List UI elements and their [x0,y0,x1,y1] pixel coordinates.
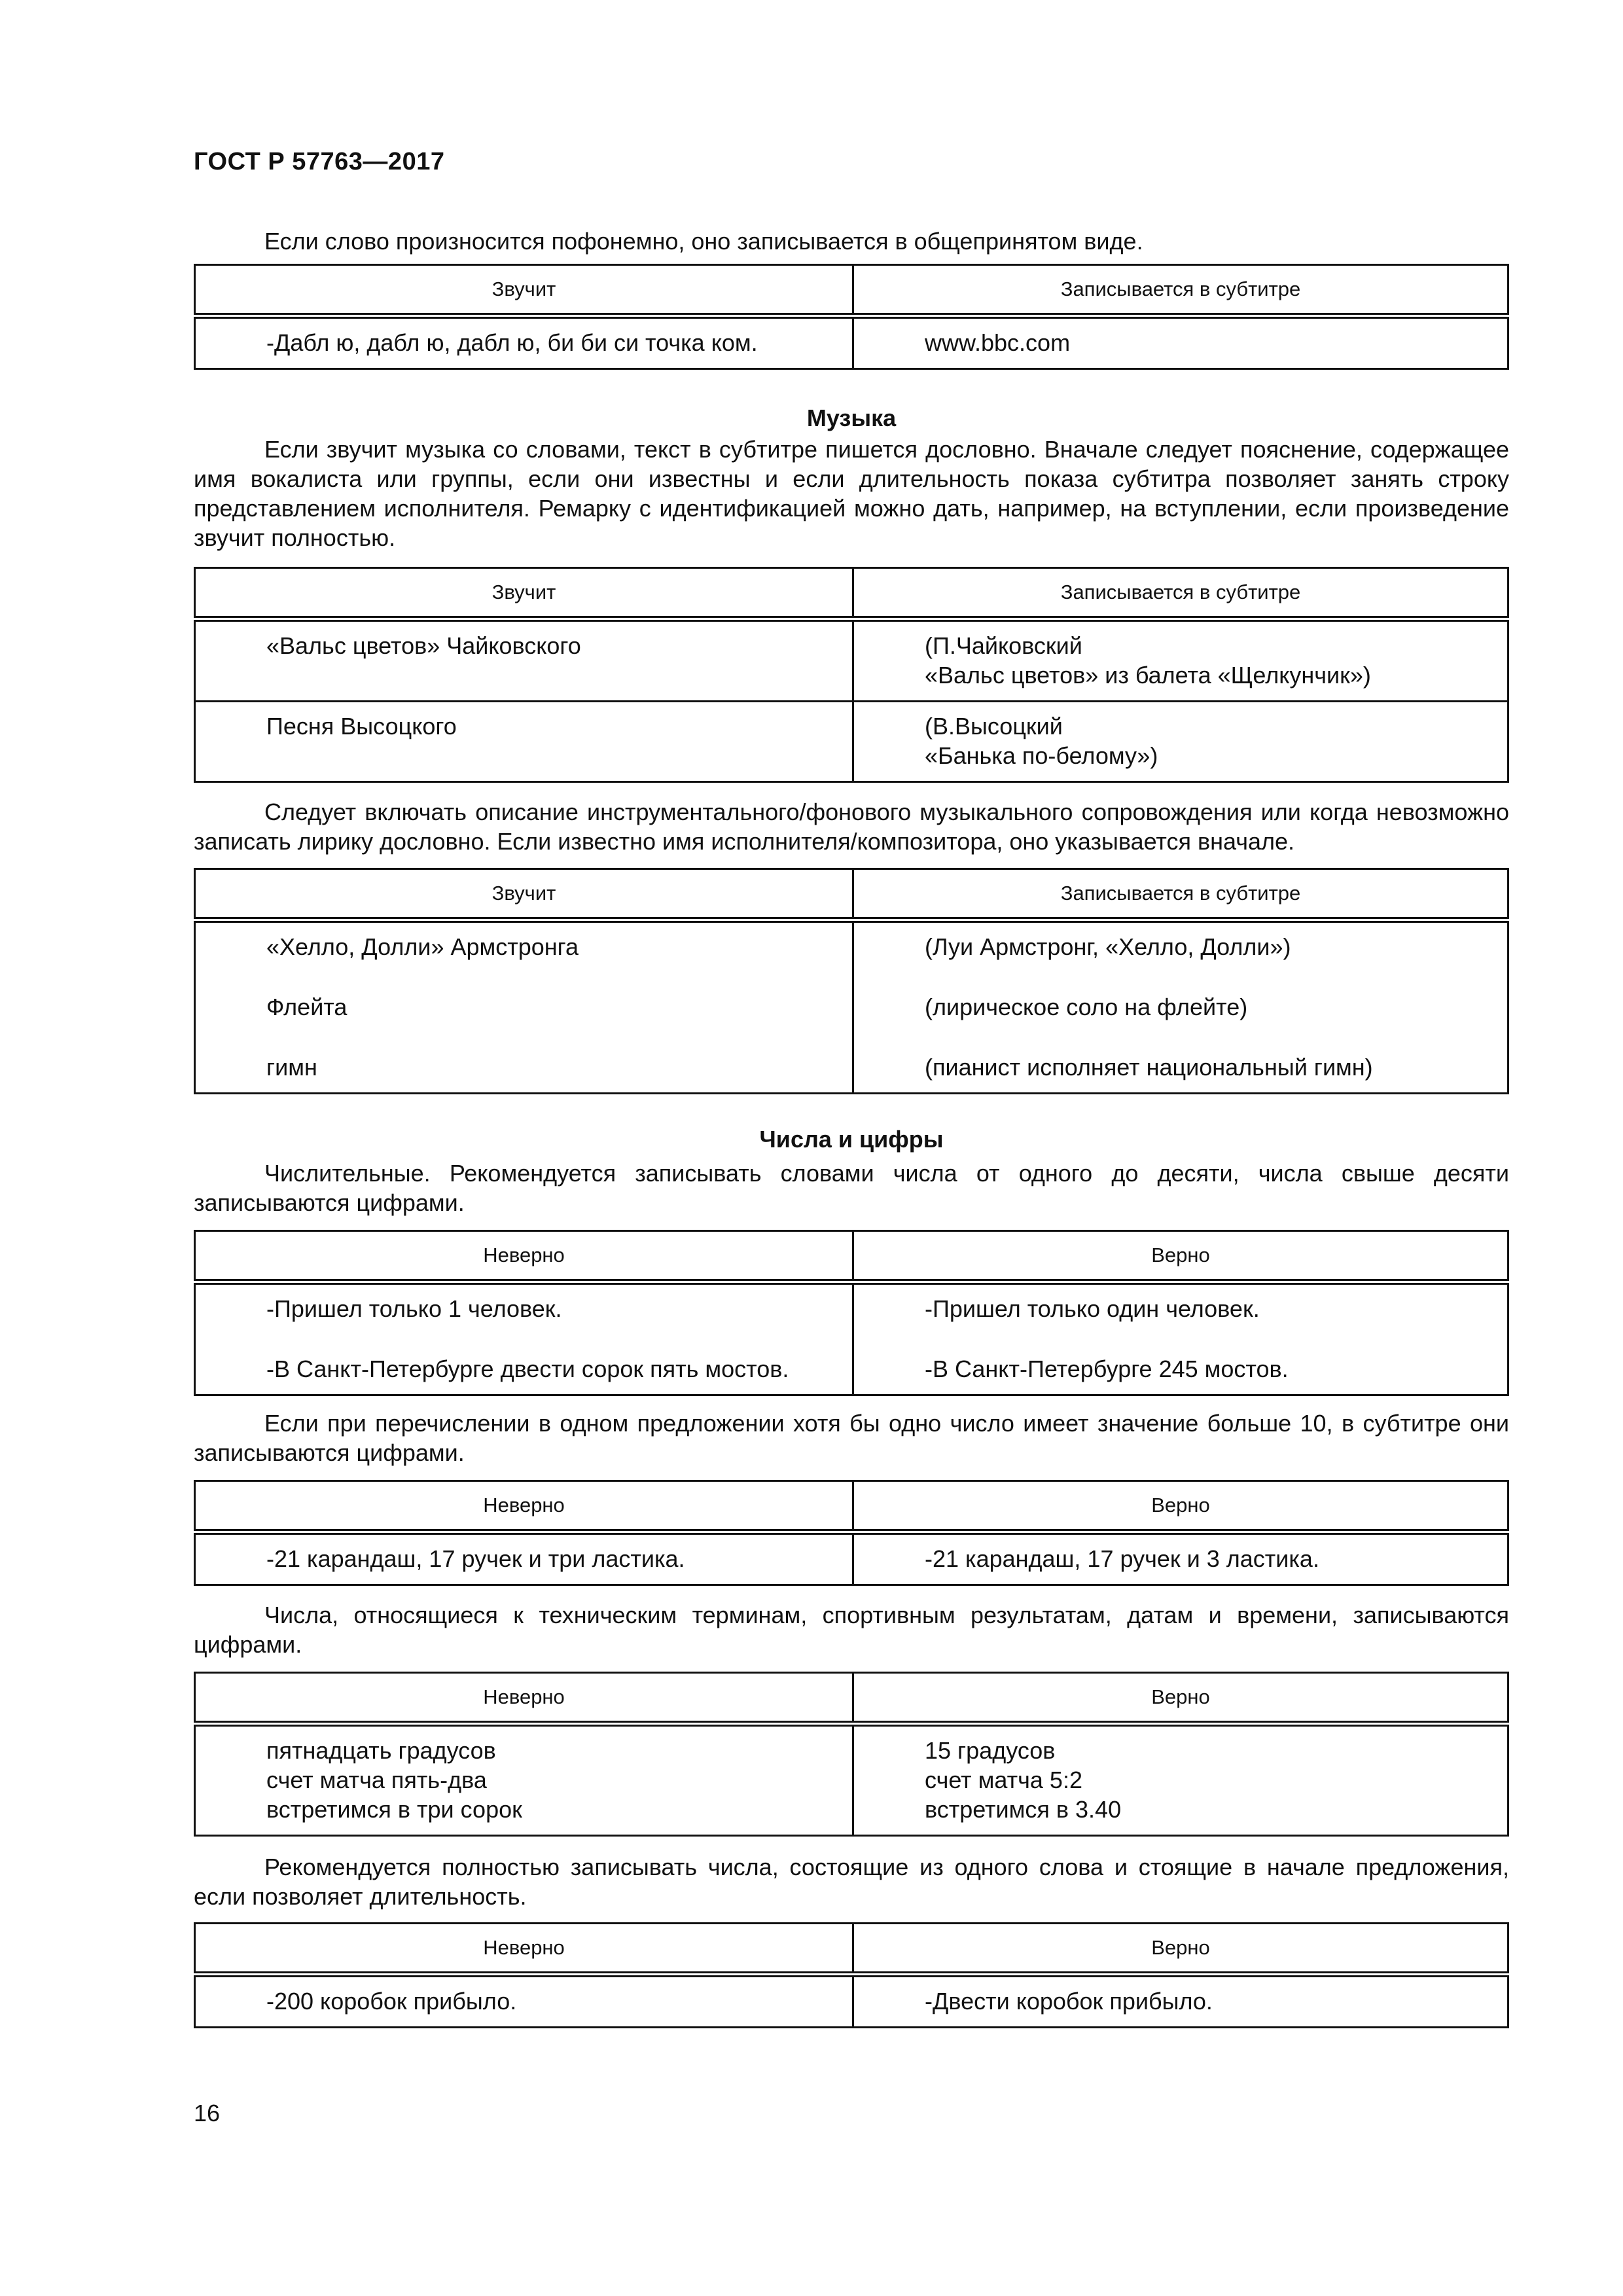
table-header-wrong: Неверно [195,1481,853,1532]
table-row [195,1975,1508,2028]
cell-text: -Дабл ю, дабл ю, дабл ю, би би си точка ком. [266,329,758,356]
cell-text: Флейта [266,994,348,1020]
paragraph-enumeration: Если при перечислении в одном предложении хотя бы одно число имеет значение больше 10, в субтитре они записываются цифрами. [194,1410,1509,1466]
table-header-written: Записывается в субтитре [853,265,1508,316]
cell-text: -Пришел только один человек. [925,1295,1260,1322]
paragraph-numerals: Числительные. Рекомендуется записывать словами числа от одного до десяти, числа свыше десяти записываются цифрами. [194,1160,1509,1216]
table-phonemic-example [194,264,1509,370]
table-row [195,920,1508,1094]
cell-text: -21 карандаш, 17 ручек и 3 ластика. [925,1545,1319,1572]
section-heading-music: Музыка [806,404,897,431]
table-header-written: Записывается в субтитре [853,568,1508,619]
table-row [195,1724,1508,1836]
cell-text: счет матча пять-два [266,1767,487,1793]
table-header-sounds: Звучит [195,869,853,920]
cell-text: пятнадцать градусов [266,1737,496,1764]
cell-text: счет матча 5:2 [925,1767,1082,1793]
cell-text: -Пришел только 1 человек. [266,1295,562,1322]
paragraph-music: Если звучит музыка со словами, текст в субтитре пишется дословно. Вначале следует пояснение, содержащее имя вокалиста или группы, если они известны и если длительность показа субтитра позволяет занять строку представлением исполнителя. Ремарку с идентификацией можно дать, например, на вступлении, если произведение звучит полностью. [194,436,1509,551]
table-technical-examples [194,1672,1509,1837]
table-header-wrong: Неверно [195,1924,853,1975]
table-row [195,702,1508,782]
table-music-examples [194,567,1509,783]
table-row [195,1282,1508,1395]
cell-text: (В.Высоцкий [925,713,1063,740]
cell-text: «Банька по-белому») [925,742,1158,769]
table-header-sounds: Звучит [195,265,853,316]
table-header-wrong: Неверно [195,1231,853,1282]
paragraph-sentence-start: Рекомендуется полностью записывать числа, состоящие из одного слова и стоящие в начале предложения, если позволяет длительность. [194,1854,1509,1910]
table-header-correct: Верно [853,1924,1508,1975]
cell-text: -Двести коробок прибыло. [925,1988,1213,2015]
cell-text: «Хелло, Долли» Армстронга [266,933,579,960]
table-sentence-start-example [194,1922,1509,2028]
table-header-written: Записывается в субтитре [853,869,1508,920]
cell-text: гимн [266,1054,317,1081]
cell-text: (Луи Армстронг, «Хелло, Долли») [925,933,1291,960]
table-instrumental-examples [194,868,1509,1094]
cell-text: «Вальс цветов» из балета «Щелкунчик») [925,662,1371,689]
table-enumeration-example [194,1480,1509,1586]
cell-text: Песня Высоцкого [266,713,457,740]
paragraph-technical-numbers: Числа, относящиеся к техническим терминам, спортивным результатам, датам и времени, записываются цифрами. [194,1602,1509,1658]
document-code-header: ГОСТ Р 57763—2017 [194,148,445,175]
cell-text: -В Санкт-Петербурге 245 мостов. [925,1355,1289,1382]
cell-text: 15 градусов [925,1737,1056,1764]
table-header-wrong: Неверно [195,1673,853,1724]
table-header-sounds: Звучит [195,568,853,619]
table-header-correct: Верно [853,1481,1508,1532]
cell-text: (пианист исполняет национальный гимн) [925,1054,1373,1081]
cell-text: (лирическое соло на флейте) [925,994,1248,1020]
cell-text: встретимся в 3.40 [925,1796,1122,1823]
table-header-correct: Верно [853,1231,1508,1282]
page-number: 16 [194,2100,221,2126]
cell-text: встретимся в три сорок [266,1796,522,1823]
paragraph-instrumental: Следует включать описание инструментального/фонового музыкального сопровождения или когда невозможно записать лирику дословно. Если известно имя исполнителя/композитора, оно указывается вначале. [194,798,1509,855]
table-row [195,619,1508,702]
cell-text: (П.Чайковский [925,632,1082,659]
table-header-correct: Верно [853,1673,1508,1724]
section-heading-numbers: Числа и цифры [759,1126,944,1153]
table-numerals-examples [194,1230,1509,1396]
paragraph-phonemic: Если слово произносится пофонемно, оно записывается в общепринятом виде. [264,228,1143,255]
cell-text: -В Санкт-Петербурге двести сорок пять мостов. [266,1355,789,1382]
table-row [195,1532,1508,1585]
cell-text: -21 карандаш, 17 ручек и три ластика. [266,1545,685,1572]
table-row [195,316,1508,369]
cell-text: www.bbc.com [925,329,1071,356]
cell-text: -200 коробок прибыло. [266,1988,517,2015]
cell-text: «Вальс цветов» Чайковского [266,632,581,659]
